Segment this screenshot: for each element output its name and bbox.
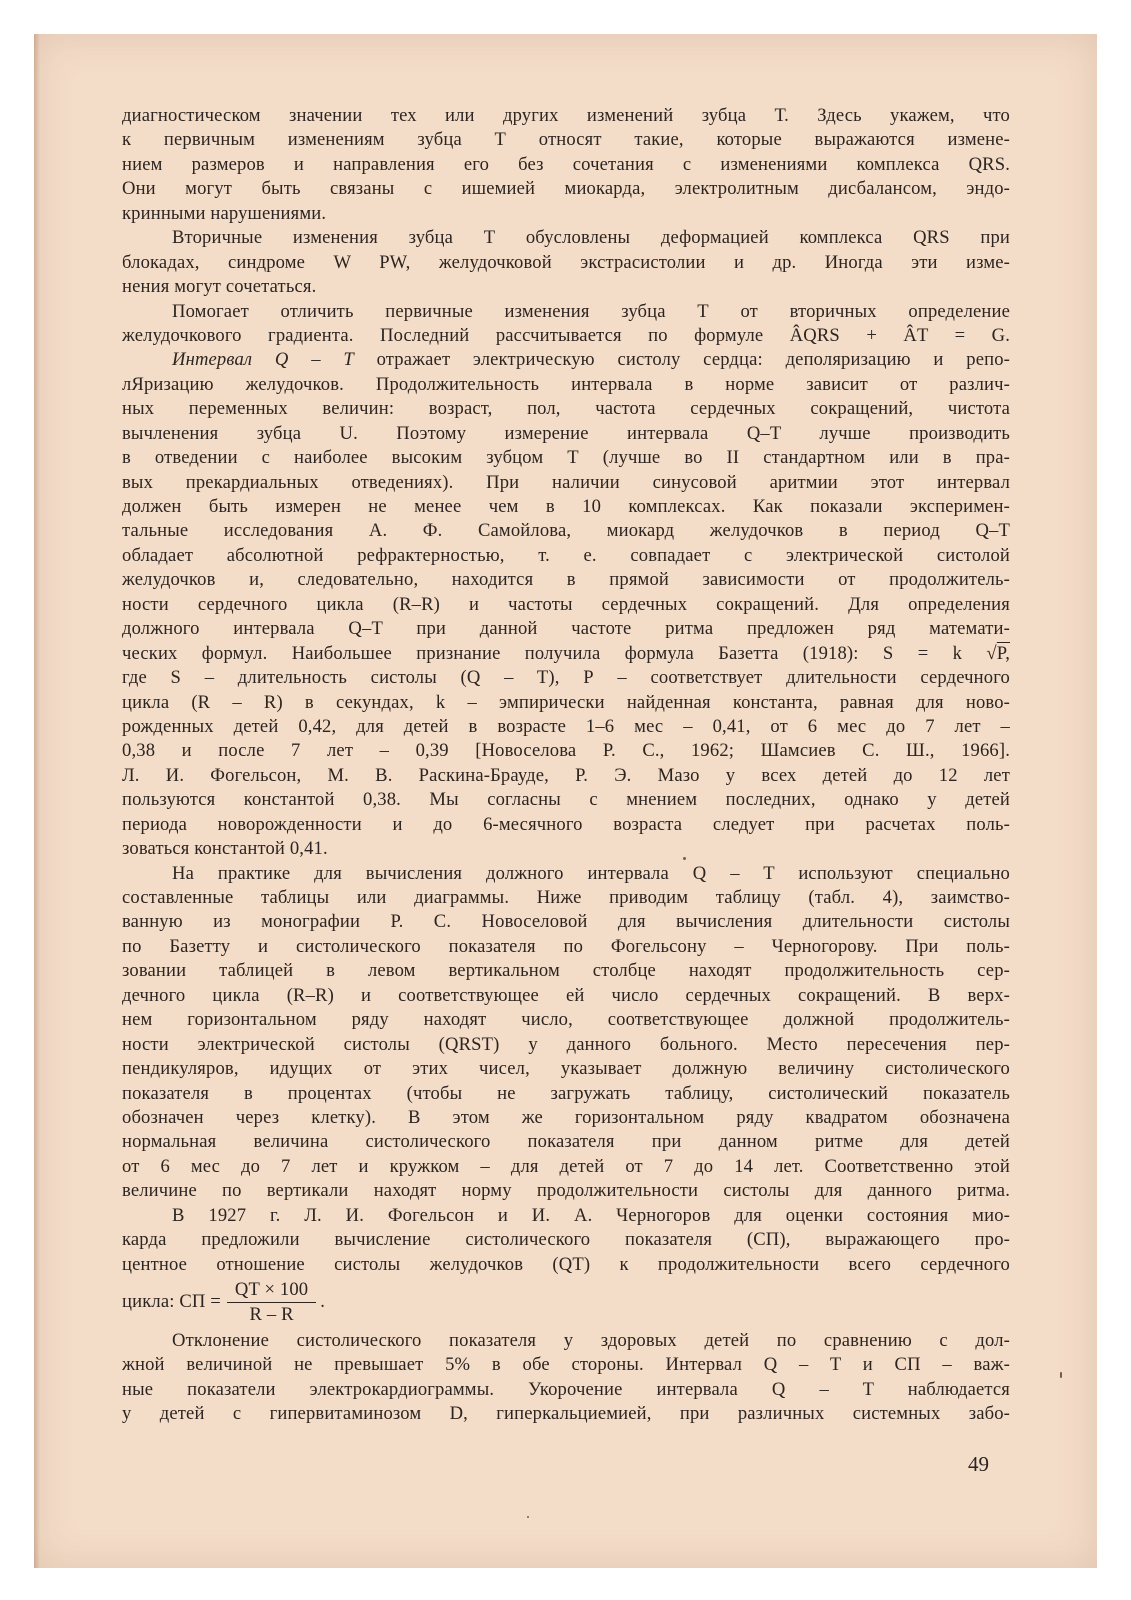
text-line: обозначен через клетку). В этом же горизонтальном ряду квадратом обозначена bbox=[122, 1106, 1010, 1128]
text-line: ности сердечного цикла (R–R) и частоты сердечных сокращений. Для определения bbox=[122, 593, 1010, 615]
text-line: жной величиной не превышает 5% в обе стороны. Интервал Q – T и СП – важ- bbox=[122, 1354, 1010, 1376]
sqrt-sign: √ bbox=[986, 642, 997, 664]
text-line: ванную из монографии Р. С. Новоселовой для вычисления длительности систолы bbox=[122, 911, 1010, 933]
scan-speck bbox=[683, 857, 686, 860]
text-line: Помогает отличить первичные изменения зубца Т от вторичных определение bbox=[172, 300, 1010, 322]
formula-suffix: . bbox=[320, 1290, 326, 1312]
text-line: у детей с гипервитаминозом D, гиперкальциемией, при различных системных забо- bbox=[122, 1403, 1010, 1425]
scan-speck bbox=[527, 1516, 529, 1518]
text-line: тальные исследования А. Ф. Самойлова, миокард желудочков в период Q–T bbox=[122, 520, 1010, 542]
text-line: Вторичные изменения зубца Т обусловлены деформацией комплекса QRS при bbox=[172, 227, 1010, 249]
text-line: нием размеров и направления его без сочетания с изменениями комплекса QRS. bbox=[122, 153, 1010, 175]
formula-fraction bbox=[227, 1279, 316, 1326]
text-line: зовании таблицей в левом вертикальном столбце находят продолжительность сер- bbox=[122, 960, 1010, 982]
text-line: показателя в процентах (чтобы не загружать таблицу, систолический показатель bbox=[122, 1082, 1010, 1104]
page-edge-shadow bbox=[34, 34, 40, 1568]
bazett-text: ческих формул. Наибольшее признание получила формула Базетта (1918): S = k bbox=[122, 642, 963, 664]
text-line: обладает абсолютной рефрактерностью, т. е. совпадает с электрической систолой bbox=[122, 544, 1010, 566]
text-line: центное отношение систолы желудочков (QT) к продолжительности всего сердечного bbox=[122, 1253, 1010, 1275]
text-line: нем горизонтальном ряду находят число, соответствующее должной продолжитель- bbox=[122, 1009, 1010, 1031]
text-line: от 6 мес до 7 лет и кружком – для детей от 7 до 14 лет. Соответственно этой bbox=[122, 1155, 1010, 1177]
text-line: должного интервала Q–T при данной частоте ритма предложен ряд математи- bbox=[122, 618, 1010, 640]
page-body-text bbox=[122, 104, 1010, 1427]
radicand: P, bbox=[996, 642, 1010, 664]
text-line: пользуются константой 0,38. Мы согласны с мнением последних, однако у детей bbox=[122, 789, 1010, 811]
interval-term: Интервал Q – Т bbox=[172, 349, 354, 371]
text-line: Л. И. Фогельсон, М. В. Раскина-Брауде, Р. Э. Мазо у всех детей до 12 лет bbox=[122, 764, 1010, 786]
text-line: карда предложили вычисление систолического показателя (СП), выражающего про- bbox=[122, 1229, 1010, 1251]
text-line: На практике для вычисления должного интервала Q – T используют специально bbox=[172, 862, 1010, 884]
text-line: диагностическом значении тех или других изменений зубца Т. Здесь укажем, что bbox=[122, 105, 1010, 126]
text-line: нормальная величина систолического показателя при данном ритме для детей bbox=[122, 1131, 1010, 1153]
text-line: периода новорожденности и до 6-месячного возраста следует при расчетах поль- bbox=[122, 813, 1010, 835]
systolic-index-formula bbox=[122, 1275, 1010, 1329]
text-line: должен быть измерен не менее чем в 10 комплексах. Как показали эксперимен- bbox=[122, 496, 1010, 517]
text-line: желудочкового градиента. Последний рассчитывается по формуле ÂQRS + ÂT = G. bbox=[122, 324, 1010, 346]
text-line: составленные таблицы или диаграммы. Ниже приводим таблицу (табл. 4), заимство- bbox=[122, 887, 1010, 908]
text-line: где S – длительность систолы (Q – T), Р – соответствует длительности сердечного bbox=[122, 667, 1010, 689]
formula-denominator: R – R bbox=[249, 1303, 294, 1325]
formula-numerator: QT × 100 bbox=[227, 1279, 316, 1303]
text-line: ных переменных величин: возраст, пол, частота сердечных сокращений, чистота bbox=[122, 398, 1010, 420]
text-line: вычленения зубца U. Поэтому измерение интервала Q–T лучше производить bbox=[122, 422, 1010, 444]
formula-prefix: цикла: СП = bbox=[122, 1290, 221, 1312]
text-line: кринными нарушениями. bbox=[122, 202, 327, 224]
text-line: к первичным изменениям зубца Т относят такие, которые выражаются измене- bbox=[122, 129, 1010, 151]
text-line: нения могут сочетаться. bbox=[122, 276, 317, 298]
text-line: желудочков и, следовательно, находится в прямой зависимости от продолжитель- bbox=[122, 569, 1010, 591]
text-line: 0,38 и после 7 лет – 0,39 [Новоселова Р. С., 1962; Шамсиев С. Ш., 1966]. bbox=[122, 740, 1010, 762]
interval-line-rest: отражает электрическую систолу сердца: деполяризацию и репо- bbox=[353, 349, 1010, 371]
text-line: пендикуляров, идущих от этих чисел, указывает должную величину систолического bbox=[122, 1058, 1010, 1080]
scan-speck bbox=[1060, 1372, 1062, 1378]
text-line: лЯризацию желудочков. Продолжительность интервала в норме зависит от различ- bbox=[122, 373, 1010, 395]
text-line: цикла (R – R) в секундах, k – эмпирически найденная константа, равная для ново- bbox=[122, 691, 1010, 713]
text-line: величине по вертикали находят норму продолжительности систолы для данного ритма. bbox=[122, 1180, 1010, 1202]
text-line: ности электрической систолы (QRST) у данного больного. Место пересечения пер- bbox=[122, 1033, 1010, 1055]
text-line: рожденных детей 0,42, для детей в возрасте 1–6 мес – 0,41, от 6 мес до 7 лет – bbox=[122, 715, 1010, 737]
text-line: вых прекардиальных отведениях). При наличии синусовой аритмии этот интервал bbox=[122, 471, 1010, 493]
bazett-formula-line bbox=[122, 642, 1010, 666]
text-line: ные показатели электрокардиограммы. Укорочение интервала Q – T наблюдается bbox=[122, 1378, 1010, 1400]
text-line: В 1927 г. Л. И. Фогельсон и И. А. Черногоров для оценки состояния мио- bbox=[172, 1204, 1010, 1226]
text-line: Они могут быть связаны с ишемией миокарда, электролитным дисбалансом, эндо- bbox=[122, 178, 1010, 200]
text-line: блокадах, синдроме W PW, желудочковой экстрасистолии и др. Иногда эти изме- bbox=[122, 251, 1010, 273]
text-line: по Базетту и систолического показателя по Фогельсону – Черногорову. При поль- bbox=[122, 935, 1010, 957]
text-line: в отведении с наиболее высоким зубцом Т (лучше во II стандартном или в пра- bbox=[122, 447, 1010, 469]
text-line: зоваться константой 0,41. bbox=[122, 838, 328, 860]
interval-paragraph-start bbox=[122, 348, 1010, 372]
text-line: Отклонение систолического показателя у здоровых детей по сравнению с дол- bbox=[172, 1330, 1010, 1351]
text-line: дечного цикла (R–R) и соответствующее ей число сердечных сокращений. В верх- bbox=[122, 984, 1010, 1006]
page-number: 49 bbox=[968, 1452, 989, 1476]
